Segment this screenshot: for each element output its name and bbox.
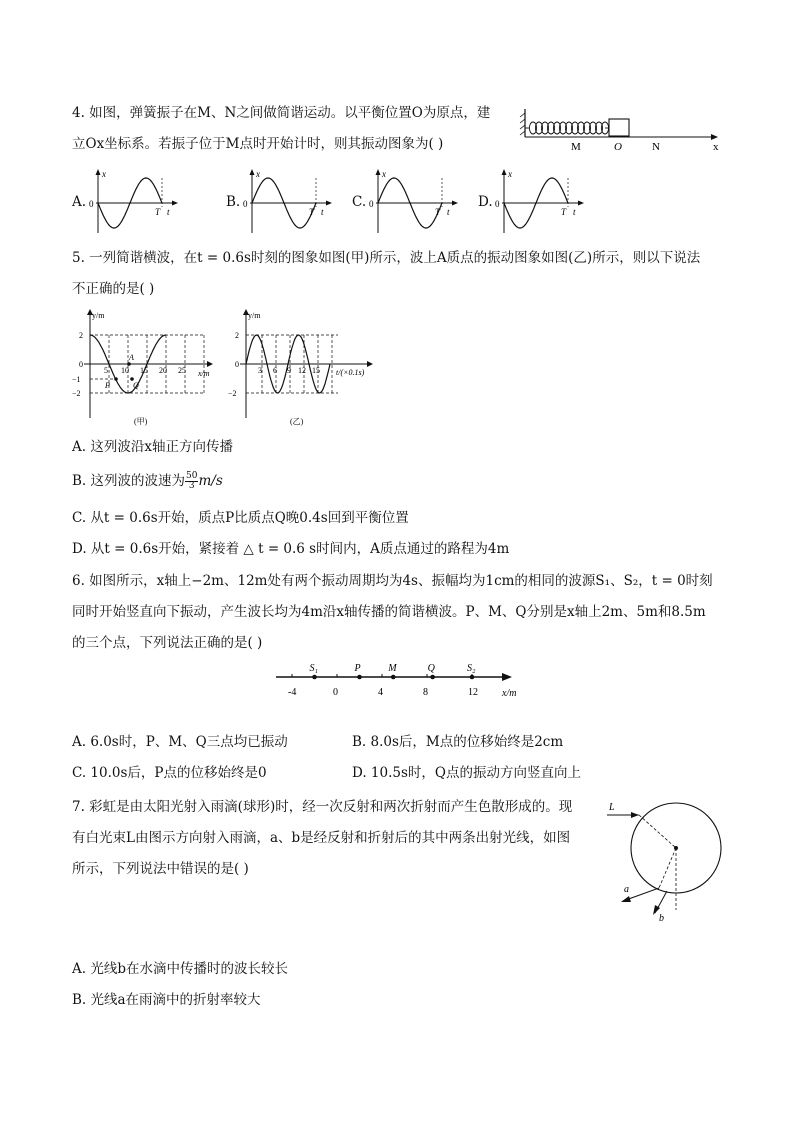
graph-jia: [72, 308, 222, 430]
jia-ytick-2: 2: [79, 331, 83, 340]
jia-caption: (甲): [134, 417, 148, 426]
jia-xtick-15: 15: [140, 366, 148, 375]
label-L: L: [609, 802, 615, 813]
q7-stem-line2: 有白光束L由图示方向射入雨滴，a、b是经反射和折射后的其中两条出射光线，如图: [72, 830, 571, 846]
q7-option-a: A. 光线b在水滴中传播时的波长较长: [72, 961, 288, 977]
jia-ytick-neg1: −1: [72, 375, 81, 384]
jia-ytick-0: 0: [79, 360, 83, 369]
q6-point-label: M: [388, 663, 397, 674]
q4-option-label: D.: [478, 194, 493, 210]
q4-option-label: C.: [352, 194, 367, 210]
q7-option-b: B. 光线a在雨滴中的折射率较大: [72, 992, 261, 1008]
spring: [525, 122, 609, 134]
raindrop-figure: [605, 798, 735, 923]
q4-option-graph: [86, 167, 182, 235]
q5-stem-line1: 5. 一列简谐横波，在t = 0.6s时刻的图象如图(甲)所示，波上A质点的振动图象如图(乙)所示，则以下说法: [72, 250, 701, 266]
label-N: N: [652, 141, 660, 153]
q6-tick-label: 0: [333, 687, 338, 698]
yi-xtick-9: 9: [287, 366, 291, 375]
q6-point: [357, 675, 362, 680]
q4-graph-origin: 0: [369, 199, 374, 209]
jia-point-Q: Q: [133, 381, 139, 390]
yi-xtick-12: 12: [298, 366, 306, 375]
q6-stem-line3: 的三个点，下列说法正确的是( ): [72, 635, 263, 651]
q4-graph-t-label: t: [573, 207, 576, 217]
q6-point-label: Q: [427, 663, 435, 674]
q6-tick-label: -4: [288, 687, 297, 698]
q4-option-label: A.: [72, 194, 87, 210]
jia-xtick-10: 10: [121, 366, 129, 375]
q6-point-label: P: [354, 663, 361, 674]
label-x: x: [713, 141, 719, 153]
q4-graph-t-label: t: [447, 207, 450, 217]
q4-option-graph: [240, 167, 336, 235]
q4-graph-ylabel: x: [508, 169, 512, 179]
q5-option-c: C. 从t = 0.6s开始，质点P比质点Q晚0.4s回到平衡位置: [72, 510, 409, 526]
q5-option-b-text: B. 这列波的波速为: [72, 473, 186, 489]
yi-ylabel: y/m: [248, 311, 261, 320]
q4-graph-ylabel: x: [256, 169, 260, 179]
q4-graph-T-label: T: [435, 207, 441, 217]
q6-tick-label: 4: [378, 687, 383, 698]
jia-xtick-25: 25: [178, 366, 186, 375]
q5-option-d: D. 从t = 0.6s开始，紧接着 △ t = 0.6 s时间内，A质点通过的路程为4m: [72, 541, 510, 557]
q6-point-label: S₁: [309, 663, 318, 674]
graph-yi: [228, 308, 378, 430]
spring-oscillator-figure: [515, 105, 725, 155]
jia-xtick-5: 5: [104, 366, 108, 375]
jia-point-P: P: [105, 381, 110, 390]
yi-ytick-neg2: −2: [228, 389, 237, 398]
yi-ytick-0: 0: [235, 360, 239, 369]
q6-x-axis-figure: [272, 658, 532, 704]
jia-point-A: A: [129, 353, 134, 362]
q5-option-b: [72, 471, 223, 491]
q6-point: [470, 675, 475, 680]
yi-xlabel: t/(×0.1s): [336, 368, 365, 377]
q4-graph-origin: 0: [89, 199, 94, 209]
yi-xtick-6: 6: [273, 366, 277, 375]
yi-xtick-3: 3: [258, 366, 262, 375]
q6-point: [430, 675, 435, 680]
q5-stem-line2: 不正确的是( ): [72, 281, 155, 297]
yi-caption: (乙): [290, 417, 304, 426]
q6-point-label: S₂: [467, 663, 476, 674]
q4-stem-line1: 4. 如图，弹簧振子在M、N之间做简谐运动。以平衡位置O为原点，建: [72, 105, 491, 121]
q6-stem-line1: 6. 如图所示，x轴上−2m、12m处有两个振动周期均为4s、振幅均为1cm的相同的波源S₁、S₂，t = 0时刻: [72, 573, 713, 589]
jia-ylabel: y/m: [92, 311, 105, 320]
q6-option-a: A. 6.0s时，P、M、Q三点均已振动: [72, 734, 288, 750]
q6-point: [391, 675, 396, 680]
q4-graph-t-label: t: [321, 207, 324, 217]
q6-option-c: C. 10.0s后，P点的位移始终是0: [72, 765, 267, 781]
q4-graph-origin: 0: [495, 199, 500, 209]
label-O: O: [614, 141, 622, 153]
q6-tick-label: 8: [423, 687, 428, 698]
yi-xtick-15: 15: [312, 366, 320, 375]
q4-graph-T-label: T: [561, 207, 567, 217]
q6-stem-line2: 同时开始竖直向下振动，产生波长均为4m沿x轴传播的简谐横波。P、M、Q分别是x轴上2m、5m和8.5m: [72, 604, 706, 620]
q4-option-graph: [492, 167, 588, 235]
label-b: b: [659, 913, 664, 923]
q6-tick-label: 12: [468, 687, 478, 698]
q4-graph-ylabel: x: [382, 169, 386, 179]
q4-stem-line2: 立Ox坐标系。若振子位于M点时开始计时，则其振动图象为( ): [72, 136, 444, 152]
label-M: M: [571, 141, 581, 153]
q5-option-a: A. 这列波沿x轴正方向传播: [72, 439, 233, 455]
jia-xlabel: x/m: [198, 369, 210, 378]
q6-point: [312, 675, 317, 680]
q4-graph-T-label: T: [155, 207, 161, 217]
q6-option-d: D. 10.5s时，Q点的振动方向竖直向上: [352, 765, 581, 781]
q4-graph-origin: 0: [243, 199, 248, 209]
q7-stem-line1: 7. 彩虹是由太阳光射入雨滴(球形)时，经一次反射和两次折射而产生色散形成的。现: [72, 799, 573, 815]
q5-option-b-unit: m/s: [198, 473, 223, 489]
q4-option-graph: [366, 167, 462, 235]
q6-xlabel: x/m: [502, 688, 517, 699]
label-a: a: [624, 884, 629, 895]
jia-xtick-20: 20: [159, 366, 167, 375]
q4-graph-t-label: t: [167, 207, 170, 217]
q6-option-b: B. 8.0s后，M点的位移始终是2cm: [352, 734, 564, 750]
q4-graph-ylabel: x: [102, 169, 106, 179]
block: [609, 119, 629, 136]
jia-ytick-neg2: −2: [72, 389, 81, 398]
q7-stem-line3: 所示，下列说法中错误的是( ): [72, 861, 249, 877]
q4-graph-T-label: T: [309, 207, 315, 217]
fraction-50-over-3: $\frac{50}{3}$: [186, 471, 198, 491]
yi-ytick-2: 2: [235, 331, 239, 340]
q4-option-label: B.: [226, 194, 241, 210]
